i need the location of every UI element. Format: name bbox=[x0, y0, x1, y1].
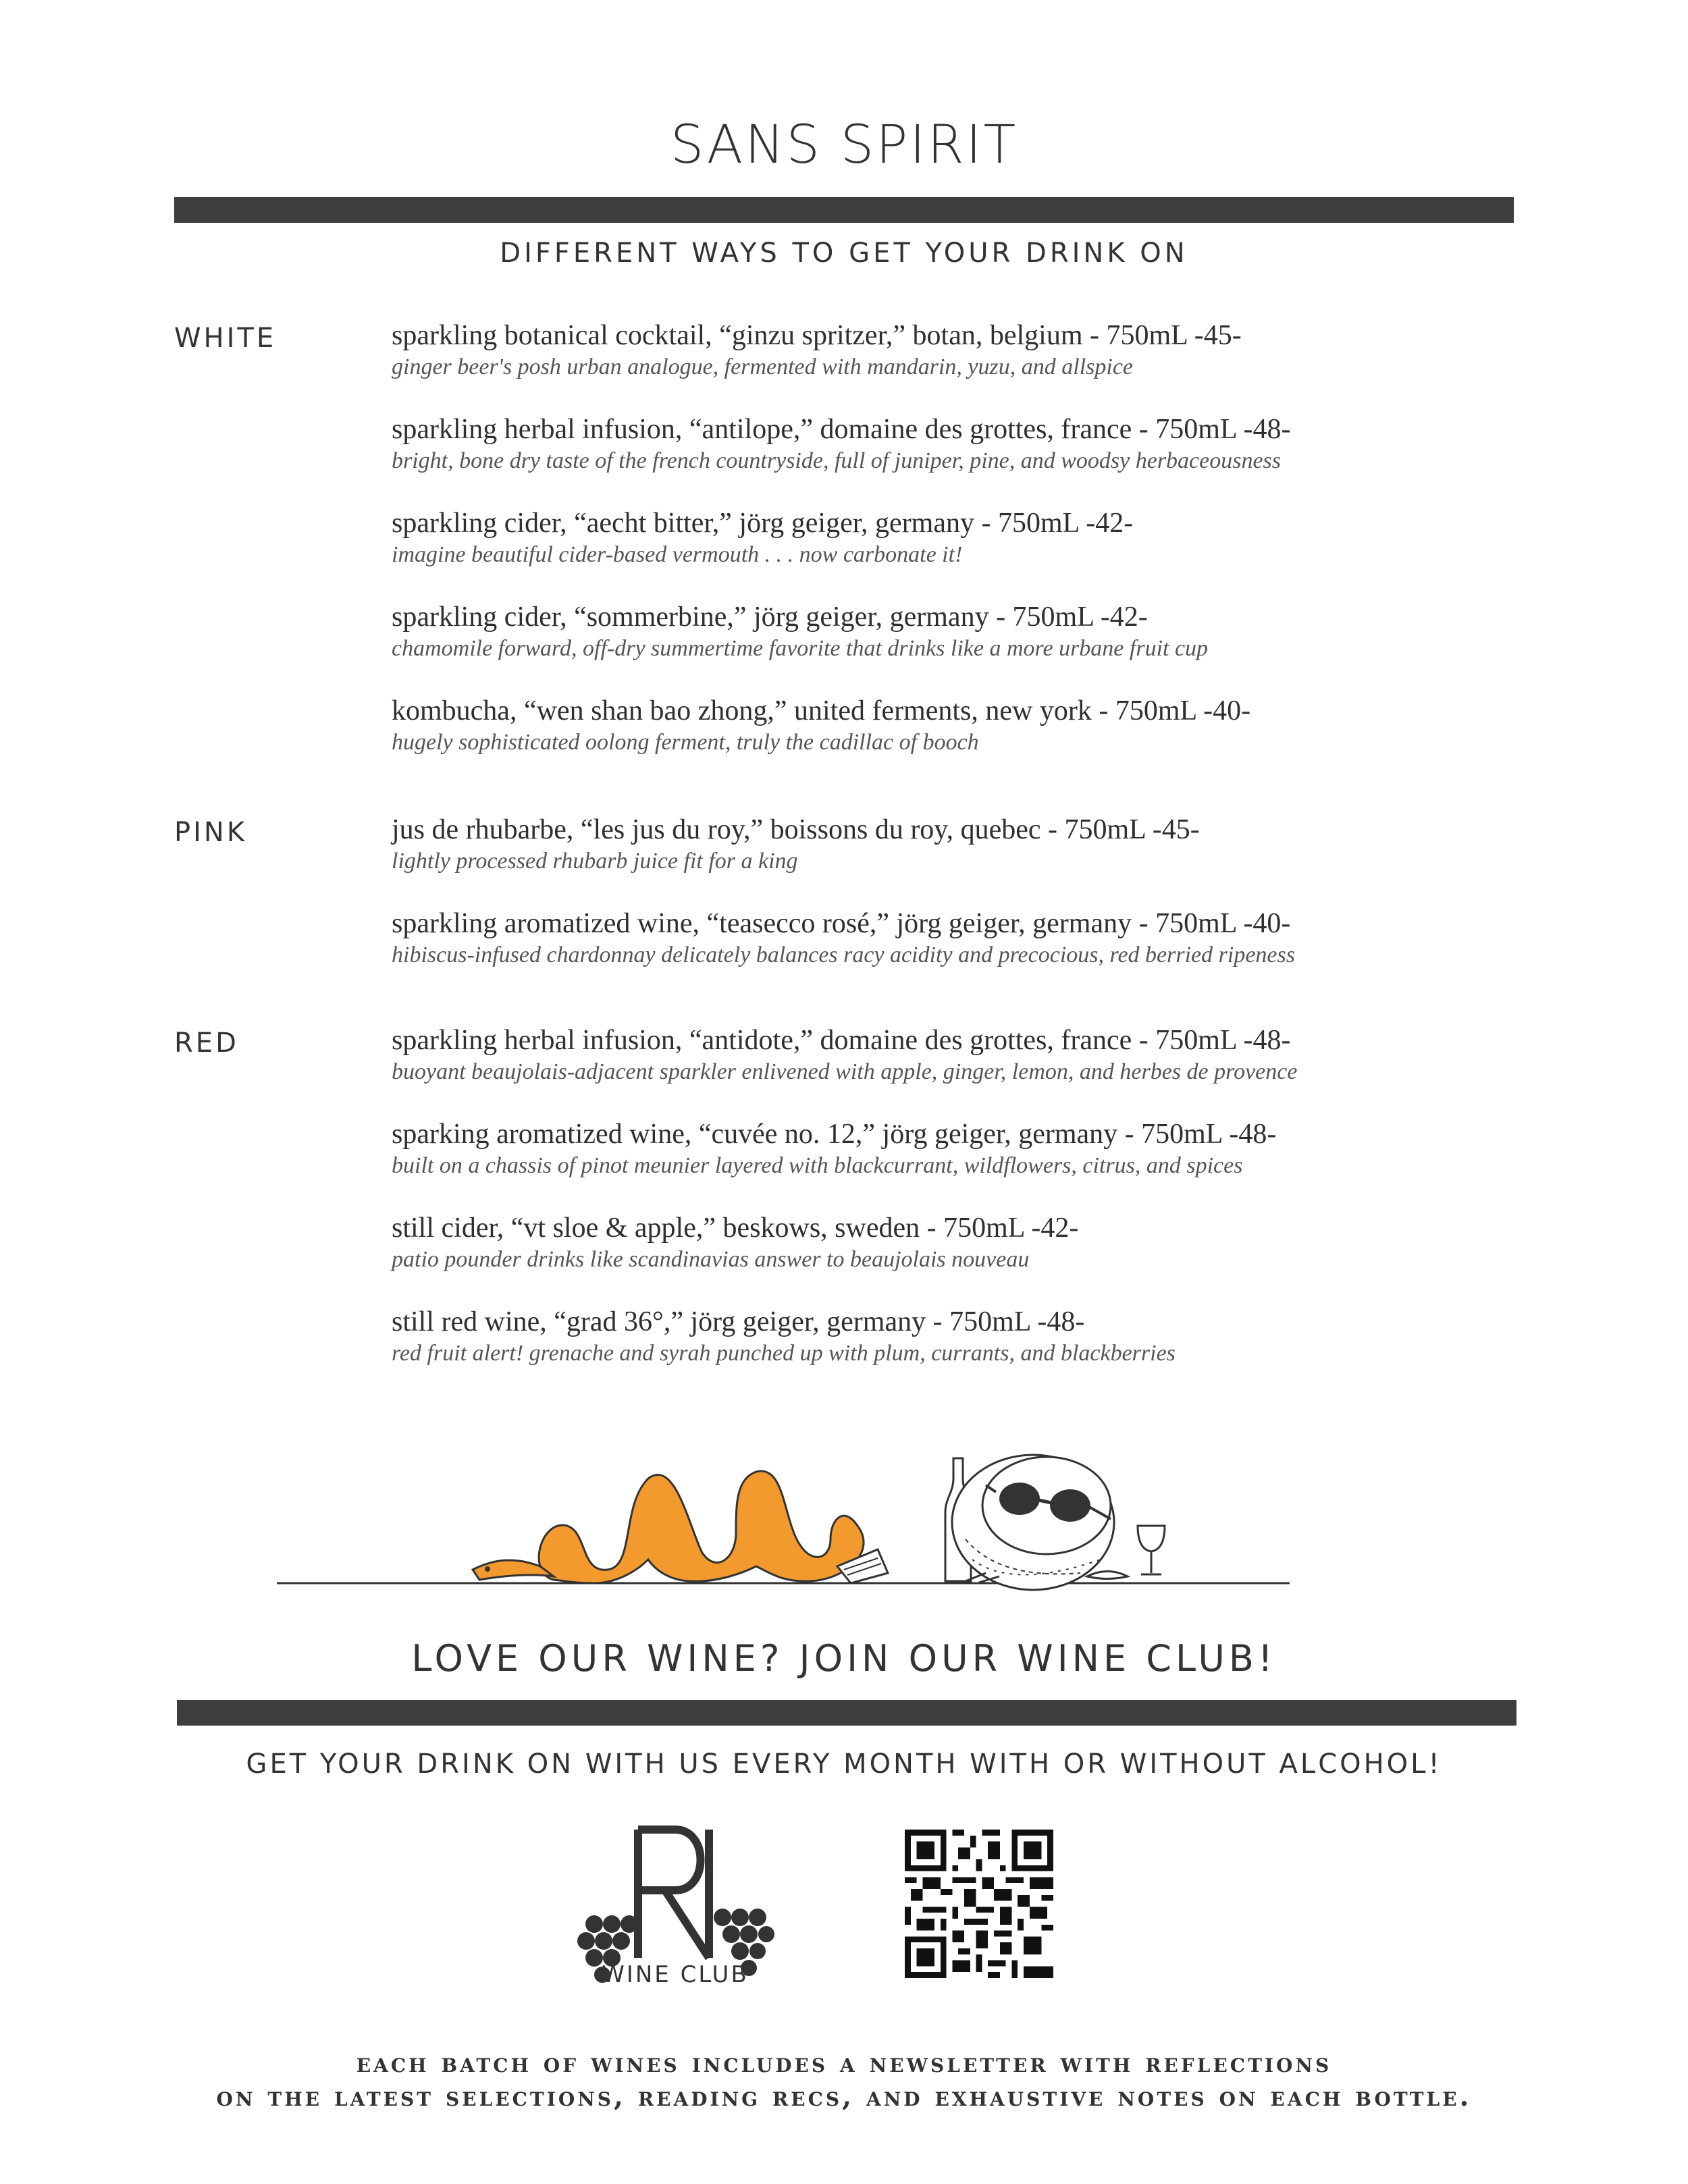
list-item bbox=[392, 319, 1661, 382]
section-label-white: WHITE bbox=[174, 323, 277, 354]
page-title: SANS SPIRIT bbox=[670, 115, 1018, 176]
list-item bbox=[392, 1211, 1661, 1275]
item-name: sparkling herbal infusion, “antidote,” domaine des grottes, france - 750mL -48- bbox=[392, 1025, 1291, 1056]
item-name: sparkling botanical cocktail, “ginzu spritzer,” botan, belgium - 750mL -45- bbox=[392, 320, 1242, 351]
item-desc: hibiscus-infused chardonnay delicately balances racy acidity and precocious, red berried ripeness bbox=[392, 942, 1295, 967]
section-label-red: RED bbox=[174, 1028, 239, 1059]
item-desc: built on a chassis of pinot meunier layered with blackcurrant, wildflowers, citrus, and spices bbox=[392, 1153, 1243, 1178]
coconut-icon bbox=[952, 1455, 1114, 1590]
header-divider bbox=[174, 197, 1514, 223]
item-desc: ginger beer's posh urban analogue, fermented with mandarin, yuzu, and allspice bbox=[392, 354, 1134, 379]
item-name: sparkling cider, “sommerbine,” jörg geiger, germany - 750mL -42- bbox=[392, 602, 1148, 633]
item-desc: bright, bone dry taste of the french countryside, full of juniper, pine, and woodsy herbaceousness bbox=[392, 448, 1282, 473]
footer-line-2: on the latest selections, reading recs, and exhaustive notes on each bottle. bbox=[216, 2081, 1472, 2112]
item-desc: chamomile forward, off-dry summertime favorite that drinks like a more urbane fruit cup bbox=[392, 636, 1209, 661]
list-item bbox=[392, 600, 1661, 664]
club-divider bbox=[177, 1700, 1516, 1726]
orange-peel-icon bbox=[539, 1471, 864, 1583]
item-name: sparkling aromatized wine, “teasecco rosé,” jörg geiger, germany - 750mL -40- bbox=[392, 908, 1291, 939]
item-desc: red fruit alert! grenache and syrah punched up with plum, currants, and blackberries bbox=[392, 1341, 1176, 1366]
item-name: still red wine, “grad 36°,” jörg geiger, germany - 750mL -48- bbox=[392, 1306, 1085, 1337]
page-subtitle: DIFFERENT WAYS TO GET YOUR DRINK ON bbox=[500, 238, 1188, 269]
wine-glass-icon bbox=[1138, 1526, 1165, 1574]
item-desc: lightly processed rhubarb juice fit for a king bbox=[392, 849, 798, 874]
wine-club-logo-text: WINE CLUB bbox=[602, 1961, 749, 1988]
list-item bbox=[392, 1305, 1661, 1368]
lounging-fruit-illustration bbox=[270, 1404, 1296, 1593]
qr-code-icon[interactable] bbox=[905, 1830, 1053, 1978]
wine-club-subheading: GET YOUR DRINK ON WITH US EVERY MONTH WITH OR WITHOUT ALCOHOL! bbox=[246, 1749, 1442, 1780]
item-name: still cider, “vt sloe & apple,” beskows, sweden - 750mL -42- bbox=[392, 1213, 1079, 1244]
item-name: sparking aromatized wine, “cuvée no. 12,” jörg geiger, germany - 750mL -48- bbox=[392, 1119, 1277, 1150]
item-name: sparkling herbal infusion, “antilope,” domaine des grottes, france - 750mL -48- bbox=[392, 414, 1291, 445]
list-item bbox=[392, 506, 1661, 570]
list-item bbox=[392, 1117, 1661, 1181]
section-label-pink: PINK bbox=[174, 817, 248, 848]
list-item bbox=[392, 813, 1661, 876]
item-desc: hugely sophisticated oolong ferment, truly the cadillac of booch bbox=[392, 730, 979, 755]
item-desc: buoyant beaujolais-adjacent sparkler enlivened with apple, ginger, lemon, and herbes de provence bbox=[392, 1059, 1298, 1084]
item-name: jus de rhubarbe, “les jus du roy,” boissons du roy, quebec - 750mL -45- bbox=[392, 814, 1200, 845]
list-item bbox=[392, 412, 1661, 476]
item-desc: imagine beautiful cider-based vermouth . . . now carbonate it! bbox=[392, 542, 963, 567]
list-item bbox=[392, 907, 1661, 970]
list-item bbox=[392, 694, 1661, 757]
footer-line-1: each batch of wines includes a newsletter with reflections bbox=[356, 2047, 1332, 2079]
list-item bbox=[392, 1023, 1661, 1087]
item-name: kombucha, “wen shan bao zhong,” united ferments, new york - 750mL -40- bbox=[392, 695, 1251, 726]
item-name: sparkling cider, “aecht bitter,” jörg geiger, germany - 750mL -42- bbox=[392, 508, 1134, 539]
wine-club-heading: LOVE OUR WINE? JOIN OUR WINE CLUB! bbox=[411, 1637, 1277, 1680]
item-desc: patio pounder drinks like scandinavias answer to beaujolais nouveau bbox=[392, 1247, 1030, 1272]
